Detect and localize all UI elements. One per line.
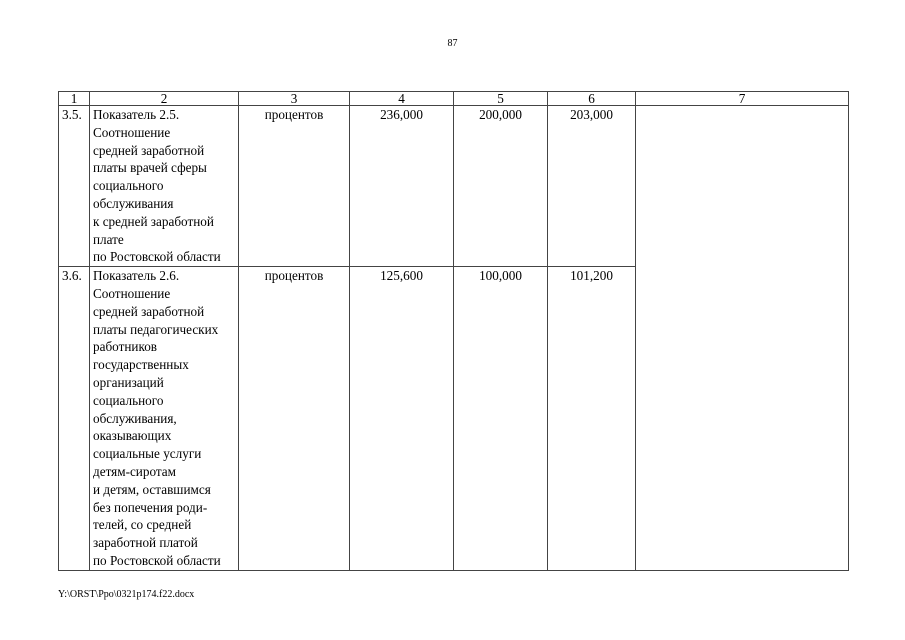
name-line: плате (93, 231, 124, 247)
table-header-row (59, 92, 849, 106)
header-cell-4: 4 (350, 92, 454, 106)
file-path-footer: Y:\ORST\Ppo\0321p174.f22.docx (58, 589, 195, 600)
name-line: обслуживания (93, 195, 174, 211)
name-line: Показатель 2.5. (93, 107, 180, 122)
name-line: детям-сиротам (93, 463, 177, 479)
header-cell-2: 2 (90, 92, 239, 106)
value-cell-6: 101,200 (548, 267, 636, 571)
header-cell-6: 6 (548, 92, 636, 106)
name-line: средней заработной (93, 303, 205, 319)
name-line: по Ростовской области (93, 249, 221, 265)
value-cell-5: 100,000 (454, 267, 548, 571)
name-line: заработной платой (93, 535, 198, 551)
row-number: 3.5. (59, 106, 90, 267)
value-cell-4: 236,000 (350, 106, 454, 267)
name-line: средней заработной (93, 142, 205, 158)
name-line: социального (93, 178, 164, 194)
notes-cell (636, 106, 849, 571)
header-cell-1: 1 (59, 92, 90, 106)
table-row (59, 106, 849, 267)
name-line: к средней заработной (93, 213, 214, 229)
name-line: по Ростовской области (93, 552, 221, 568)
name-line: организаций (93, 374, 164, 390)
header-cell-3: 3 (239, 92, 350, 106)
name-line: Показатель 2.6. (93, 268, 180, 284)
page-number: 87 (447, 38, 458, 49)
name-line: платы педагогических (93, 321, 219, 337)
name-line: платы врачей сферы (93, 160, 207, 176)
unit-cell: процентов (239, 267, 350, 571)
name-line: социального (93, 392, 164, 408)
name-line: обслуживания, (93, 410, 177, 426)
name-line: работников (93, 339, 158, 355)
value-cell-5: 200,000 (454, 106, 548, 267)
name-line: Соотношение (93, 124, 171, 140)
name-line: без попечения роди- (93, 499, 208, 515)
name-line: Соотношение (93, 285, 171, 301)
name-line: оказывающих (93, 428, 172, 444)
name-line: социальные услуги (93, 446, 202, 462)
indicator-name (90, 267, 239, 571)
value-cell-6: 203,000 (548, 106, 636, 267)
unit-cell: процентов (239, 106, 350, 267)
name-line: и детям, оставшимся (93, 481, 211, 497)
name-line: телей, со средней (93, 517, 192, 533)
row-number: 3.6. (59, 267, 90, 571)
indicator-table (58, 91, 849, 571)
indicator-name (90, 106, 239, 267)
header-cell-7: 7 (636, 92, 849, 106)
name-line: государственных (93, 357, 189, 373)
header-cell-5: 5 (454, 92, 548, 106)
value-cell-4: 125,600 (350, 267, 454, 571)
